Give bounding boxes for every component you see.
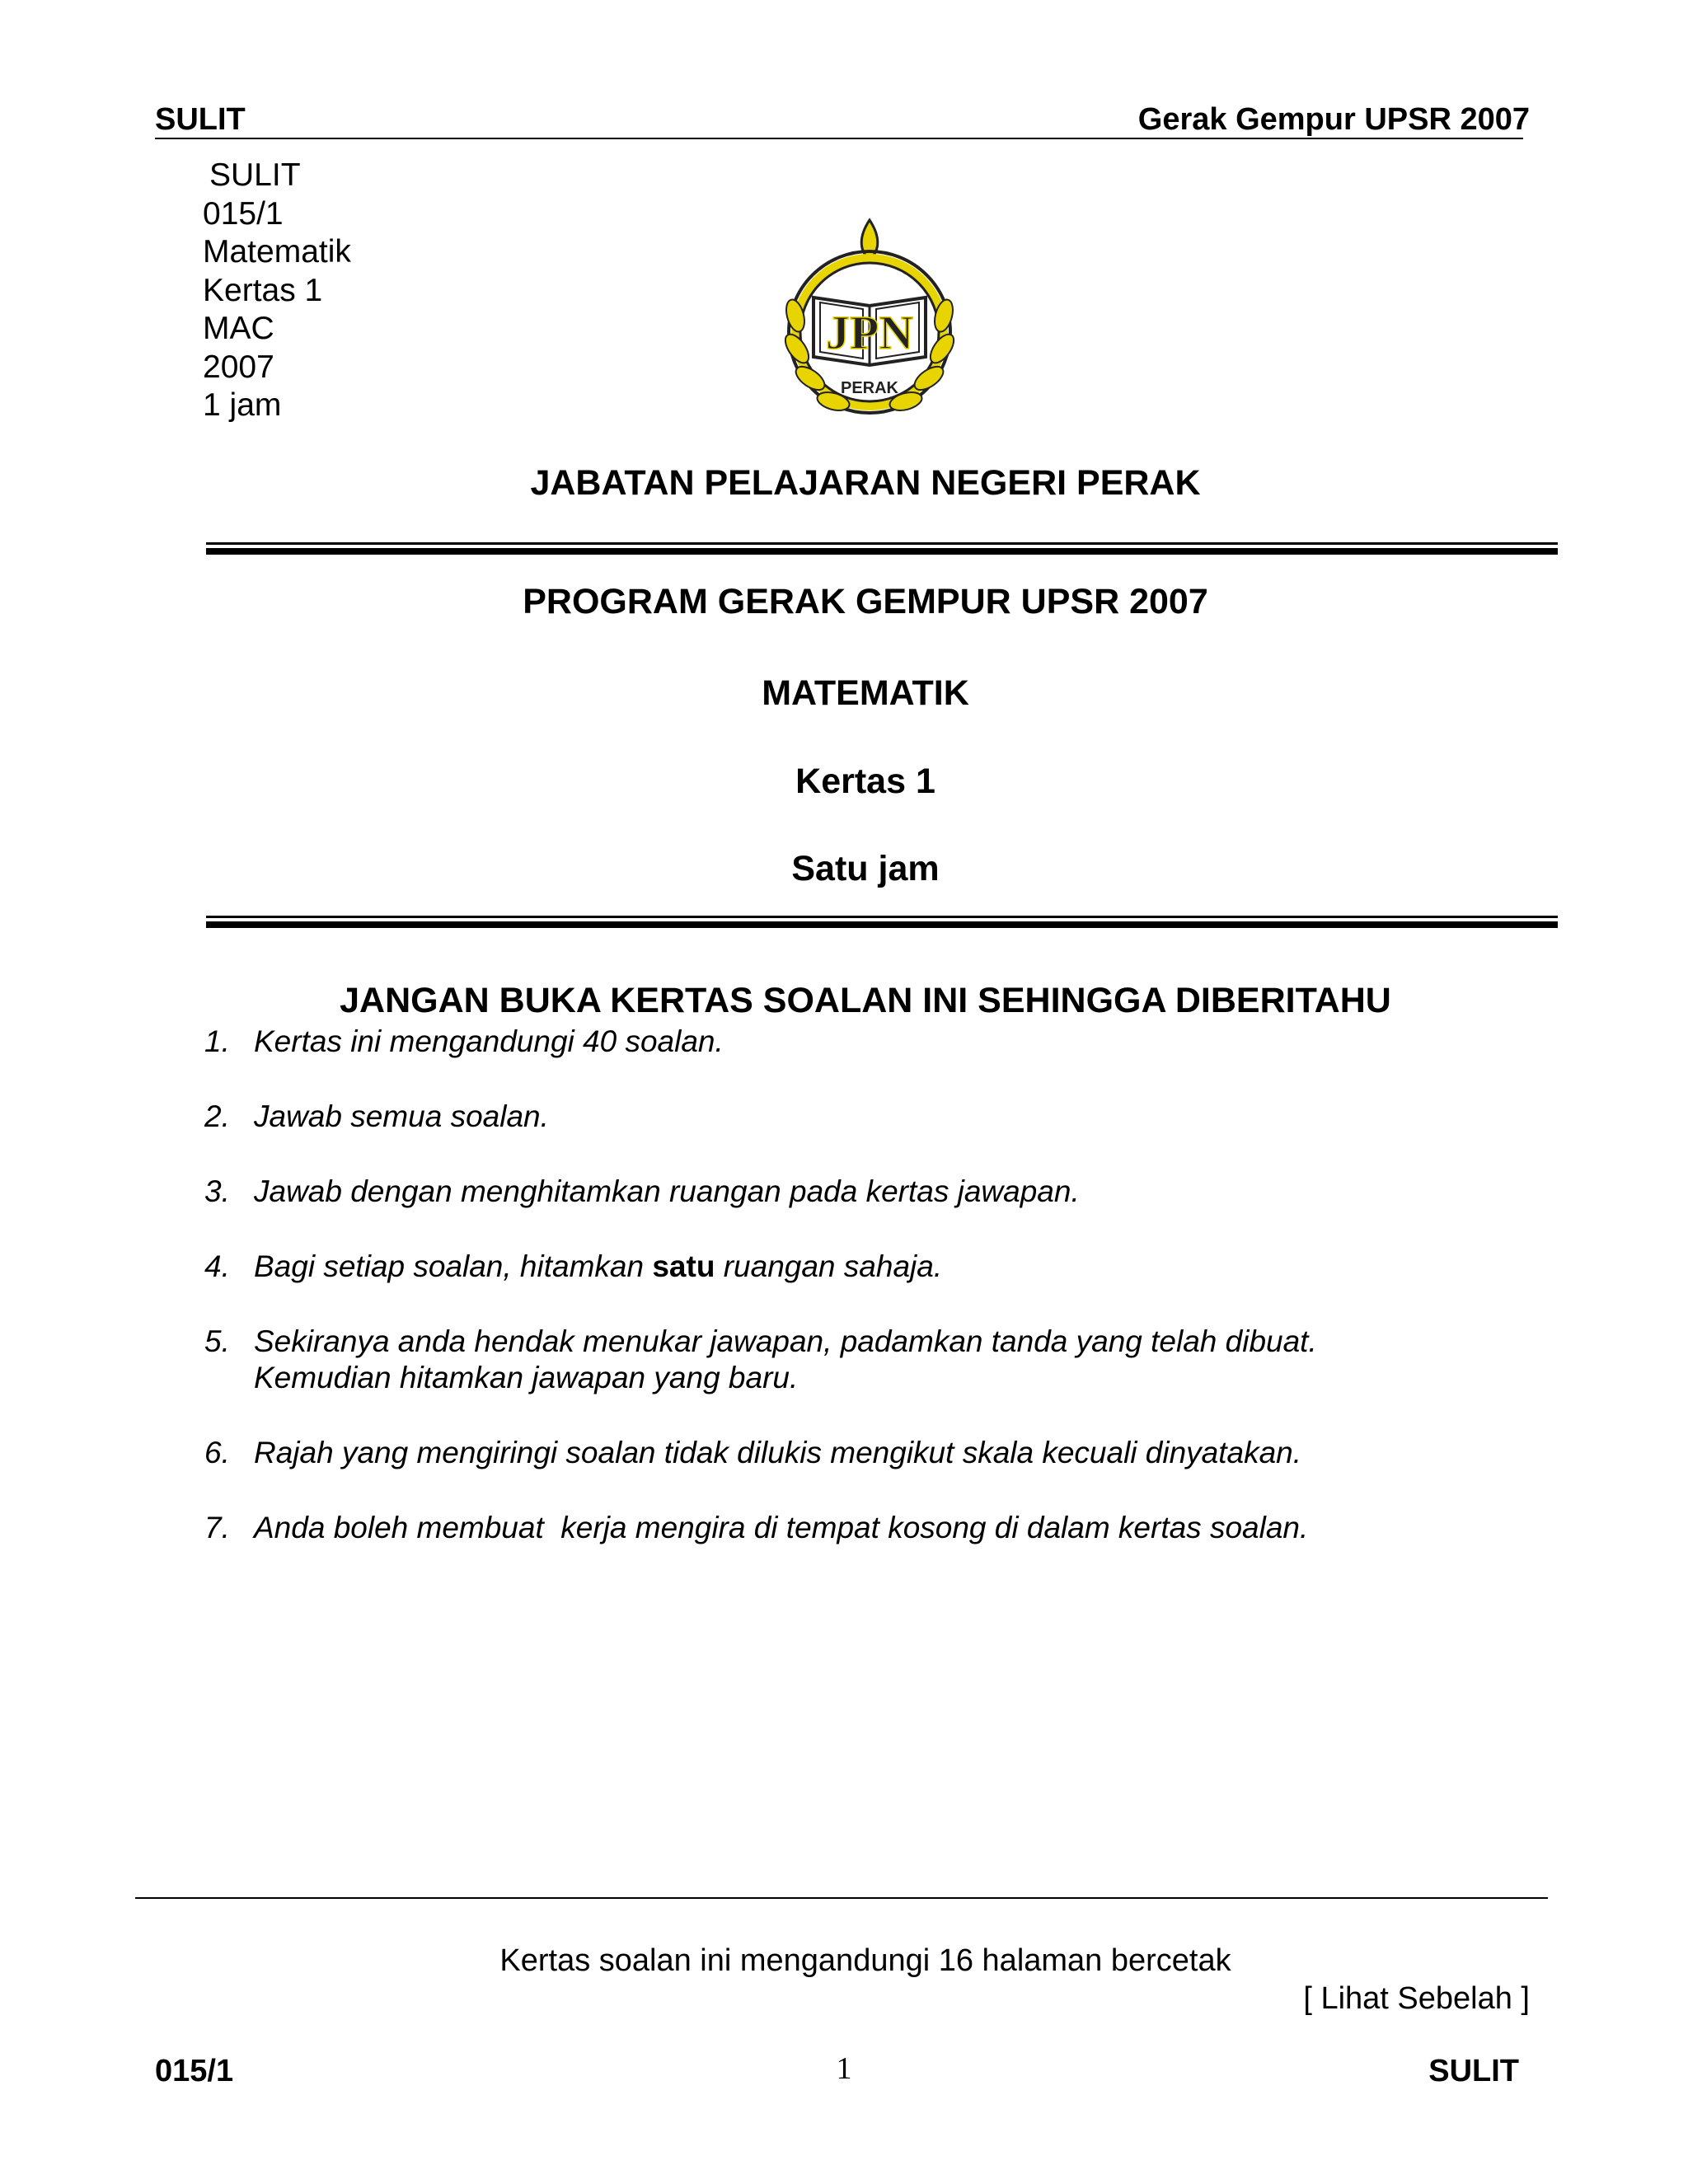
program-title: PROGRAM GERAK GEMPUR UPSR 2007 <box>523 582 1208 621</box>
info-month: MAC <box>203 311 274 346</box>
instruction-item <box>204 1510 1556 1546</box>
instruction-item <box>204 1435 1556 1471</box>
instruction-text: Jawab semua soalan. <box>254 1099 549 1133</box>
page-number: 1 <box>836 2051 852 2086</box>
instruction-text: Jawab dengan menghitamkan ruangan pada kertas jawapan. <box>254 1174 1080 1208</box>
info-year: 2007 <box>203 349 274 385</box>
instruction-number: 6. <box>204 1436 230 1469</box>
do-not-open-warning: JANGAN BUKA KERTAS SOALAN INI SEHINGGA DIBERITAHU <box>340 981 1391 1020</box>
info-subject: Matematik <box>203 234 351 269</box>
svg-text:JPN: JPN <box>825 306 914 359</box>
instruction-item <box>204 1024 1556 1060</box>
instruction-text-line1: Sekiranya anda hendak menukar jawapan, padamkan tanda yang telah dibuat. <box>254 1324 1317 1358</box>
info-classification: SULIT <box>209 157 301 193</box>
instruction-item <box>204 1324 1556 1396</box>
instruction-item <box>204 1249 1556 1285</box>
header-rule <box>155 138 1523 139</box>
footer-rule <box>135 1897 1548 1899</box>
instruction-text: Anda boleh membuat kerja mengira di tempat kosong di dalam kertas soalan. <box>254 1511 1309 1544</box>
info-paper: Kertas 1 <box>203 272 323 308</box>
jpn-perak-crest-icon <box>771 217 968 427</box>
department-title: JABATAN PELAJARAN NEGERI PERAK <box>530 463 1201 503</box>
paper-title: Kertas 1 <box>795 762 935 801</box>
instruction-text: Rajah yang mengiringi soalan tidak dilukis mengikut skala kecuali dinyatakan. <box>254 1436 1302 1469</box>
instruction-text-line2: Kemudian hitamkan jawapan yang baru. <box>254 1361 799 1394</box>
instruction-number: 5. <box>204 1324 230 1358</box>
duration-title: Satu jam <box>791 849 940 888</box>
subject-title: MATEMATIK <box>762 673 969 713</box>
turn-over-note: [ Lihat Sebelah ] <box>1303 1981 1530 2016</box>
instruction-text-bold: satu <box>652 1249 715 1283</box>
instruction-text-post: ruangan sahaja. <box>715 1249 943 1283</box>
instruction-number: 2. <box>204 1099 230 1133</box>
header-program-title: Gerak Gempur UPSR 2007 <box>1137 102 1530 137</box>
instruction-item <box>204 1099 1556 1135</box>
info-paper-code: 015/1 <box>203 195 284 232</box>
instruction-number: 3. <box>204 1174 230 1208</box>
header-classification: SULIT <box>155 102 246 137</box>
info-duration: 1 jam <box>203 387 282 423</box>
svg-text:PERAK: PERAK <box>840 379 899 397</box>
instruction-text: Kertas ini mengandungi 40 soalan. <box>254 1024 724 1058</box>
instruction-number: 1. <box>204 1024 230 1058</box>
instruction-number: 7. <box>204 1511 230 1544</box>
instruction-number: 4. <box>204 1249 230 1283</box>
instructions-list <box>204 1024 1556 1585</box>
instruction-text-pre: Bagi setiap soalan, hitamkan <box>254 1249 653 1283</box>
paper-info-block <box>203 157 351 425</box>
footer-paper-code: 015/1 <box>155 2054 234 2088</box>
instruction-item <box>204 1174 1556 1210</box>
page-count-note: Kertas soalan ini mengandungi 16 halaman bercetak <box>499 1943 1231 1978</box>
footer-classification: SULIT <box>1428 2054 1519 2088</box>
